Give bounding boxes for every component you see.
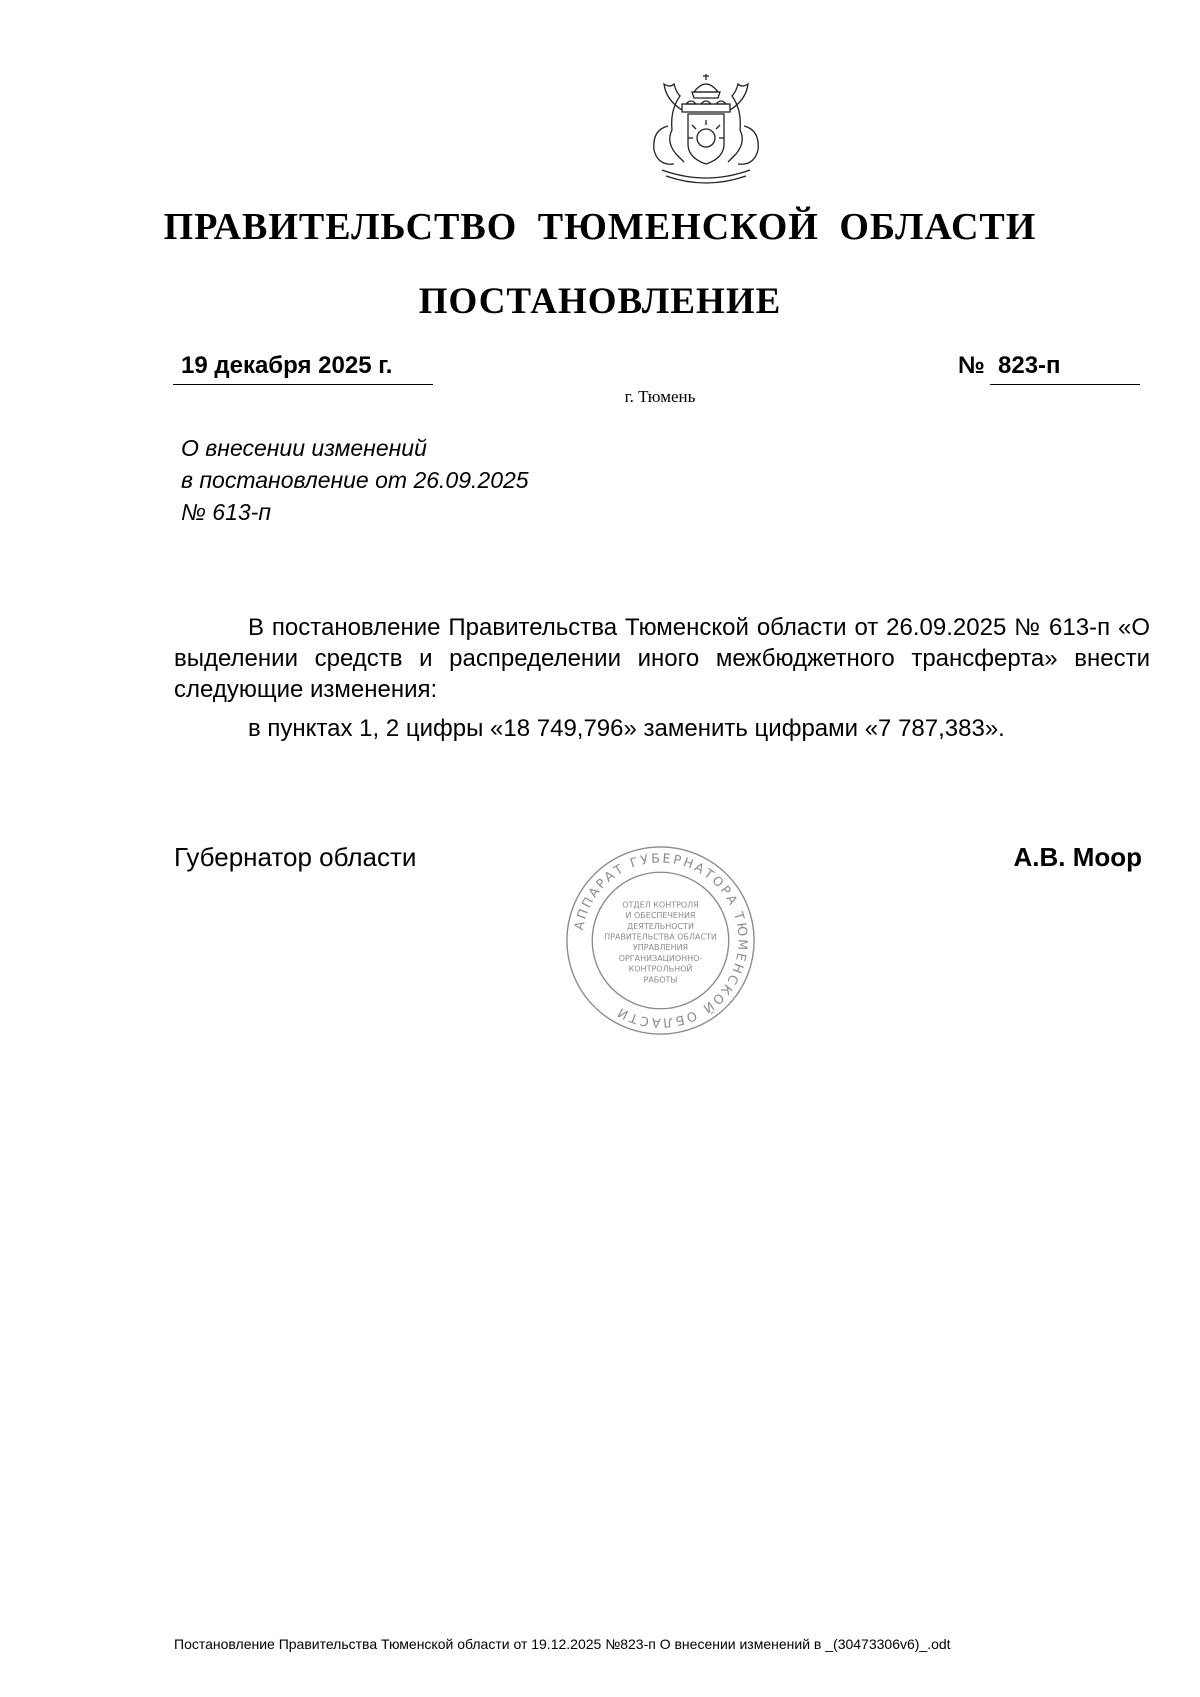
signatory-name: А.В. Моор <box>1013 842 1142 872</box>
number-sign: № <box>958 352 985 379</box>
stamp-ring-text-path: АППАРАТ ГУБЕРНАТОРА ТЮМЕНСКОЙ ОБЛАСТИ <box>571 850 751 1031</box>
stamp-center-line: ОРГАНИЗАЦИОННО- <box>618 953 703 963</box>
stamp-center-line: ОТДЕЛ КОНТРОЛЯ <box>622 900 699 910</box>
subject-line: О внесении изменений <box>181 435 427 461</box>
stamp-center-line: И ОБЕСПЕЧЕНИЯ <box>625 911 696 921</box>
official-stamp <box>563 843 758 1038</box>
subject-line: в постановление от 26.09.2025 <box>181 467 529 493</box>
stamp-center-line: ПРАВИТЕЛЬСТВА ОБЛАСТИ <box>604 932 717 942</box>
document-body <box>174 612 1150 744</box>
document-type-title: ПОСТАНОВЛЕНИЕ <box>418 281 782 322</box>
city-label: г. Тюмень <box>624 387 696 406</box>
stamp-center-line: ДЕЯТЕЛЬНОСТИ <box>627 921 694 931</box>
stamp-center-line: КОНТРОЛЬНОЙ <box>628 964 693 974</box>
stamp-center-line: РАБОТЫ <box>643 975 678 985</box>
footer-file-info: Постановление Правительства Тюменской области от 19.12.2025 №823-п О внесении изменений в _(30473306v6)_.odt <box>174 1636 951 1652</box>
document-number: 823-п <box>998 352 1061 379</box>
coat-of-arms-emblem <box>626 70 786 190</box>
document-date: 19 декабря 2025 г. <box>181 352 393 379</box>
body-paragraph: В постановление Правительства Тюменской области от 26.09.2025 № 613-п «О выделении средств и распределении иного межбюджетного трансферта» внести следующие изменения: <box>174 614 1150 703</box>
subject-line: № 613-п <box>181 499 271 525</box>
document-subject <box>181 432 529 528</box>
date-field <box>173 352 433 385</box>
body-paragraph: в пунктах 1, 2 цифры «18 749,796» заменить цифрами «7 787,383». <box>248 715 1005 742</box>
signatory-title: Губернатор области <box>174 842 417 872</box>
government-title: ПРАВИТЕЛЬСТВО ТЮМЕНСКОЙ ОБЛАСТИ <box>163 206 1037 248</box>
stamp-center-line: УПРАВЛЕНИЯ <box>632 943 689 953</box>
number-field <box>990 352 1140 385</box>
